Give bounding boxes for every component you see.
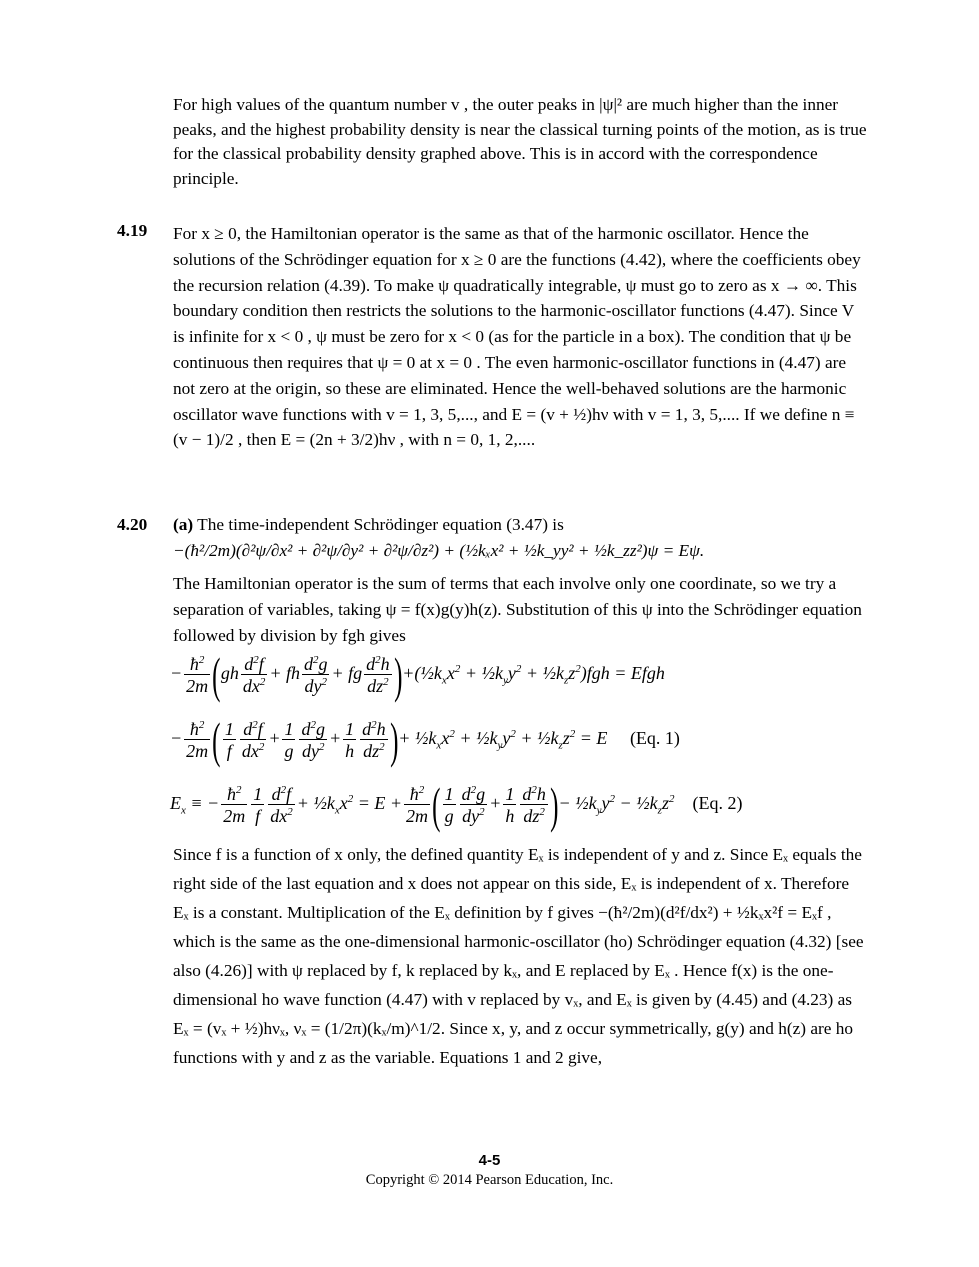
separation-conclusion-text: Since f is a function of x only, the defined quantity Eₓ is independent of y and z. Since Eₓ equals the right side of the last equation and x does not appear on this side, Eₓ is independent of x. Therefore Eₓ is a constant. Multiplication of the Eₓ definition by f gives −(ħ²/2m)(d²f/dx²) + ½kₓx²f = Eₓf , which is the same as the one-dimensional harmonic-oscillator (ho) Schrödinger equation (4.32) [see also (4.26)] with ψ replaced by f, k replaced by kₓ, and E replaced by Eₓ . Hence f(x) is the one-dimensional ho wave function (4.47) with v replaced by vₓ, and Eₓ is given by (4.45) and (4.23) as Eₓ = (vₓ + ½)hνₓ, νₓ = (1/2π)(kₓ/m)^1/2. Since x, y, and z occur symmetrically, g(y) and h(z) are ho functions with y and z as the variable. Equations 1 and 2 give, — [173, 845, 864, 1067]
copyright-notice: Copyright © 2014 Pearson Education, Inc. — [365, 1172, 614, 1188]
equation-1: − $\frac{ħ^2}{2m}$ ( $\frac{1}{f}$ $\frac{d^2f}{dx^2}$ + $\frac{1}{g}$ $\frac{d^2g}{dy^2}$ + $\frac{1}{h}$ $\frac{d^2h}{dz^2}$ )+ $\frac{1}{2}k_xx^2$ + $\frac{1}{2}k_yy^2$ + $\frac{1}{2}k_zz^2 = E$ (Eq. 1) — [170, 712, 680, 768]
part-a-label: (a) — [173, 515, 194, 534]
eq1-tag: (Eq. 1) — [629, 728, 680, 749]
problem-4-20-intro — [173, 515, 564, 535]
equation-2: $E_x$ ≡ − $\frac{ħ^2}{2m}$ $\frac{1}{f}$ $\frac{d^2f}{dx^2}$ + $\frac{1}{2}k_xx^2 = E$ + $\frac{ħ^2}{2m}$ ( $\frac{1}{g}$ $\frac{d^2g}{dy^2}$ + $\frac{1}{h}$ $\frac{d^2h}{dz^2}$ )− $\frac{1}{2}k_yy^2$ − $\frac{1}{2}k_zz^2$ (Eq. 2) — [170, 777, 743, 833]
part-a-line1: The time-independent Schrödinger equation (3.47) is — [197, 515, 564, 534]
eq2-tag: (Eq. 2) — [692, 793, 743, 814]
page-number: 4-5 — [478, 1152, 501, 1169]
separation-text: The Hamiltonian operator is the sum of terms that each involve only one coordinate, so we try a separation of variables, taking ψ = f(x)g(y)h(z). Substitution of this ψ into the Schrödinger equation followed by division by fgh gives — [173, 574, 862, 645]
schrodinger-equation-3d: −(ħ²/2m)(∂²ψ/∂x² + ∂²ψ/∂y² + ∂²ψ/∂z²) + (½kₓx² + ½k_yy² + ½k_zz²)ψ = Eψ. — [173, 541, 705, 560]
problem-number-4-19: 4.19 — [117, 221, 148, 240]
problem-number-4-20: 4.20 — [117, 515, 148, 534]
substituted-equation: − $\frac{ħ^2}{2m}$ (gh $\frac{d^2f}{dx^2}$ + fh $\frac{d^2g}{dy^2}$ + fg $\frac{d^2h}{dz^2}$ )$+(\frac{1}{2}k_xx^2$ + $\frac{1}{2}k_yy^2$ + $\frac{1}{2}k_zz^2)fgh$ = Efgh — [170, 647, 665, 703]
intro-paragraph: For high values of the quantum number v , the outer peaks in |ψ|² are much higher than the inner peaks, and the highest probability density is near the classical turning points of the motion, as is true for the classical probability density graphed above. This is in accord with the correspondence principle. — [173, 95, 867, 188]
problem-4-19-answer: For x ≥ 0, the Hamiltonian operator is the same as that of the harmonic oscillator. Hence the solutions of the Schrödinger equation for x ≥ 0 are the functions (4.42), where the coefficients obey the recursion relation (4.39). To make ψ quadratically integrable, ψ must go to zero as x → ∞. This boundary condition then restricts the solutions to the harmonic-oscillator functions (4.47). Since V is infinite for x < 0 , ψ must be zero for x < 0 (as for the particle in a box). The condition that ψ be continuous then requires that ψ = 0 at x = 0 . The even harmonic-oscillator functions in (4.47) are not zero at the origin, so these are eliminated. Hence the well-behaved solutions are the harmonic oscillator wave functions with v = 1, 3, 5,..., and E = (v + ½)hν with v = 1, 3, 5,.... If we define n ≡ (v − 1)/2 , then E = (2n + 3/2)hν , with n = 0, 1, 2,.... — [173, 224, 861, 450]
